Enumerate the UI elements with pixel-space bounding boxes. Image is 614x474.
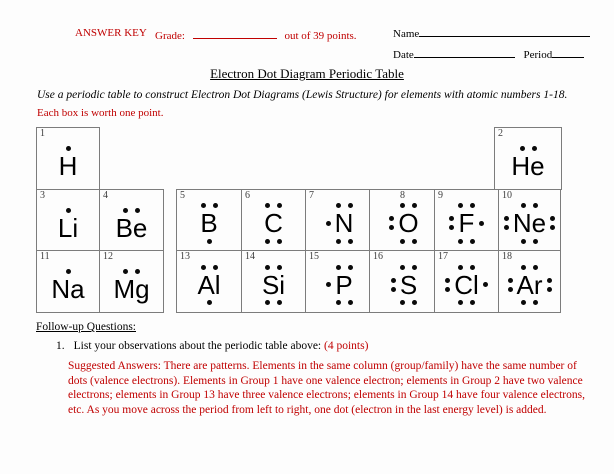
element-number: 17	[438, 251, 448, 262]
electron-dot	[547, 287, 552, 292]
lewis-core	[51, 267, 84, 303]
page-title: Electron Dot Diagram Periodic Table	[210, 66, 404, 81]
dot-row	[265, 265, 282, 270]
element-cell-si	[241, 250, 306, 313]
element-symbol: Na	[51, 274, 85, 305]
lewis-structure	[385, 201, 418, 246]
electron-dot	[348, 239, 353, 244]
dot-row	[521, 300, 538, 305]
element-number: 14	[245, 251, 255, 262]
element-number: 3	[40, 190, 45, 201]
electron-dot	[458, 300, 463, 305]
instruction-text: Use a periodic table to construct Electron Dot Diagrams (Lewis Structure) for elements with atomic numbers 1-18.	[37, 89, 568, 101]
element-symbol: O	[398, 208, 419, 239]
electron-dot	[445, 278, 450, 283]
lewis-core	[262, 263, 285, 308]
dot-row	[458, 265, 475, 270]
dot-column	[449, 216, 454, 230]
electron-dot	[400, 300, 405, 305]
element-cell-p	[305, 250, 370, 313]
grade-suffix: out of 39 points.	[284, 30, 357, 42]
question-1-points: (4 points)	[324, 340, 369, 352]
name-blank	[419, 25, 590, 37]
electron-dot	[123, 208, 128, 213]
lewis-structure	[116, 206, 148, 242]
electron-dot	[470, 265, 475, 270]
element-number: 18	[502, 251, 512, 262]
element-number: 5	[180, 190, 185, 201]
element-cell-h	[36, 127, 100, 190]
lewis-core	[511, 144, 544, 180]
element-cell-s	[369, 250, 435, 313]
electron-dot	[389, 225, 394, 230]
electron-dot	[533, 265, 538, 270]
element-symbol: He	[511, 151, 545, 182]
electron-dot	[445, 287, 450, 292]
lewis-structure	[387, 263, 417, 308]
element-cell-b	[176, 189, 242, 251]
electron-dot	[470, 239, 475, 244]
element-number: 10	[502, 190, 512, 201]
followup-heading: Follow-up Questions:	[36, 321, 136, 333]
element-cell-al	[176, 250, 242, 313]
element-symbol: N	[334, 208, 354, 239]
lewis-core	[197, 263, 220, 308]
grade-line	[155, 27, 357, 42]
element-cell-na	[36, 250, 100, 313]
dot-row	[400, 265, 417, 270]
lewis-structure	[322, 201, 354, 246]
element-symbol: C	[264, 208, 283, 239]
points-note: Each box is worth one point.	[37, 107, 164, 119]
element-number: 4	[103, 190, 108, 201]
element-cell-n	[305, 189, 370, 251]
element-symbol: S	[399, 269, 418, 300]
electron-dot	[277, 239, 282, 244]
date-blank	[414, 46, 515, 58]
dot-column	[479, 221, 484, 226]
electron-dot	[391, 278, 396, 283]
dot-row	[336, 265, 353, 270]
element-cell-li	[36, 189, 100, 251]
date-label: Date	[393, 49, 414, 61]
element-symbol: Li	[57, 212, 79, 243]
electron-dot	[400, 239, 405, 244]
electron-dot	[135, 208, 140, 213]
name-label: Name	[393, 28, 420, 40]
electron-dot	[504, 216, 509, 221]
lewis-core	[200, 201, 217, 246]
element-symbol: Ar	[516, 269, 543, 300]
element-cell-mg	[99, 250, 164, 313]
electron-dot	[348, 265, 353, 270]
element-cell-he	[494, 127, 562, 190]
element-number: 12	[103, 251, 113, 262]
element-number: 1	[40, 128, 45, 139]
lewis-structure	[200, 201, 217, 246]
lewis-core	[458, 201, 475, 246]
electron-dot	[504, 225, 509, 230]
element-number: 8	[400, 190, 405, 201]
lewis-structure	[445, 201, 488, 246]
electron-dot	[400, 265, 405, 270]
dot-row	[400, 239, 417, 244]
electron-dot	[412, 300, 417, 305]
electron-dot	[277, 300, 282, 305]
lewis-structure	[322, 263, 352, 308]
element-number: 7	[309, 190, 314, 201]
dot-column	[326, 282, 331, 287]
element-cell-f	[434, 189, 499, 251]
element-number: 6	[245, 190, 250, 201]
suggested-answer-text: Suggested Answers: There are patterns. Elements in the same column (group/family) have the same number of dots (valence electrons). Elements in Group 1 have one valence electron; elements in Group 2 have two valence electrons; elements in Group 13 have three valence electrons; elements in Group 14 have four valence electrons, etc. As you move across the period from left to right, one dot (electron in the last energy level) is added.	[68, 360, 585, 417]
element-cell-cl	[434, 250, 499, 313]
lewis-structure	[264, 201, 283, 246]
dot-column	[326, 221, 331, 226]
lewis-core	[517, 263, 543, 308]
electron-dot	[533, 300, 538, 305]
electron-dot	[483, 282, 488, 287]
date-period-line	[393, 46, 584, 61]
question-1-text: List your observations about the periodic table above:	[73, 340, 322, 352]
lewis-structure	[504, 263, 556, 308]
dot-column	[547, 278, 552, 292]
name-line	[393, 25, 590, 40]
lewis-core	[335, 263, 352, 308]
electron-dot	[470, 300, 475, 305]
element-cell-c	[241, 189, 306, 251]
lewis-core	[335, 201, 354, 246]
dot-column	[483, 282, 488, 287]
electron-dot	[207, 239, 212, 244]
electron-dot	[348, 300, 353, 305]
electron-dot	[207, 300, 212, 305]
element-symbol: Al	[197, 269, 221, 300]
electron-dot	[389, 216, 394, 221]
element-symbol: Be	[115, 212, 148, 243]
lewis-core	[264, 201, 283, 246]
element-number: 16	[373, 251, 383, 262]
lewis-structure	[500, 201, 559, 246]
electron-dot	[336, 300, 341, 305]
electron-dot	[213, 265, 218, 270]
lewis-core	[400, 263, 417, 308]
electron-dot	[521, 239, 526, 244]
dot-row	[207, 239, 212, 244]
dot-row	[521, 239, 538, 244]
electron-dot	[521, 300, 526, 305]
lewis-core	[59, 144, 78, 180]
element-symbol: B	[200, 208, 218, 239]
electron-dot	[277, 265, 282, 270]
electron-dot	[326, 221, 331, 226]
electron-dot	[412, 265, 417, 270]
electron-dot	[458, 265, 463, 270]
answer-key-text: ANSWER KEY	[75, 27, 147, 39]
dot-column	[550, 216, 555, 230]
grade-blank	[193, 27, 277, 39]
element-number: 15	[309, 251, 319, 262]
element-number: 9	[438, 190, 443, 201]
period-blank	[552, 46, 584, 58]
lewis-structure	[51, 267, 84, 303]
dot-row	[336, 300, 353, 305]
element-number: 2	[498, 128, 503, 139]
element-symbol: Cl	[454, 269, 479, 300]
electron-dot	[336, 239, 341, 244]
element-symbol: Mg	[113, 274, 150, 305]
electron-dot	[326, 282, 331, 287]
electron-dot	[391, 287, 396, 292]
period-label: Period	[523, 49, 553, 61]
dot-row	[458, 239, 475, 244]
element-cell-o	[369, 189, 435, 251]
dot-row	[123, 208, 140, 213]
lewis-core	[513, 201, 546, 246]
lewis-structure	[441, 263, 492, 308]
lewis-structure	[511, 144, 544, 180]
dot-row	[66, 208, 71, 213]
element-cell-be	[99, 189, 164, 251]
element-number: 13	[180, 251, 190, 262]
electron-dot	[508, 287, 513, 292]
dot-row	[400, 300, 417, 305]
lewis-structure	[59, 144, 78, 180]
element-symbol: Ne	[512, 208, 547, 239]
electron-dot	[265, 300, 270, 305]
element-symbol: P	[335, 269, 353, 300]
dot-column	[391, 278, 396, 292]
lewis-core	[398, 201, 418, 246]
electron-dot	[550, 225, 555, 230]
electron-dot	[66, 208, 71, 213]
element-symbol: Si	[261, 269, 286, 300]
element-cell-ne	[498, 189, 561, 251]
dot-row	[201, 265, 218, 270]
dot-row	[207, 300, 212, 305]
lewis-structure	[262, 263, 285, 308]
electron-dot	[458, 239, 463, 244]
dot-row	[265, 300, 282, 305]
electron-dot	[508, 278, 513, 283]
electron-dot	[533, 239, 538, 244]
question-1-number: 1.	[56, 340, 65, 352]
electron-dot	[521, 265, 526, 270]
dot-row	[521, 265, 538, 270]
dot-row	[458, 300, 475, 305]
electron-dot	[449, 216, 454, 221]
grade-label: Grade:	[155, 30, 185, 42]
electron-dot	[412, 239, 417, 244]
electron-dot	[265, 265, 270, 270]
lewis-core	[113, 267, 149, 303]
question-1	[56, 340, 368, 352]
dot-row	[265, 239, 282, 244]
dot-column	[504, 216, 509, 230]
dot-column	[445, 278, 450, 292]
element-symbol: F	[458, 208, 475, 239]
electron-dot	[479, 221, 484, 226]
electron-dot	[547, 278, 552, 283]
element-symbol: H	[58, 151, 78, 182]
dot-column	[508, 278, 513, 292]
dot-row	[336, 239, 353, 244]
lewis-core	[58, 206, 78, 242]
element-cell-ar	[498, 250, 561, 313]
element-number: 11	[40, 251, 50, 262]
lewis-core	[116, 206, 148, 242]
answer-key-label	[75, 27, 147, 39]
electron-dot	[550, 216, 555, 221]
electron-dot	[265, 239, 270, 244]
lewis-structure	[58, 206, 78, 242]
lewis-structure	[197, 263, 220, 308]
electron-dot	[201, 265, 206, 270]
electron-dot	[449, 225, 454, 230]
electron-dot	[336, 265, 341, 270]
dot-column	[389, 216, 394, 230]
lewis-structure	[113, 267, 149, 303]
lewis-core	[454, 263, 479, 308]
